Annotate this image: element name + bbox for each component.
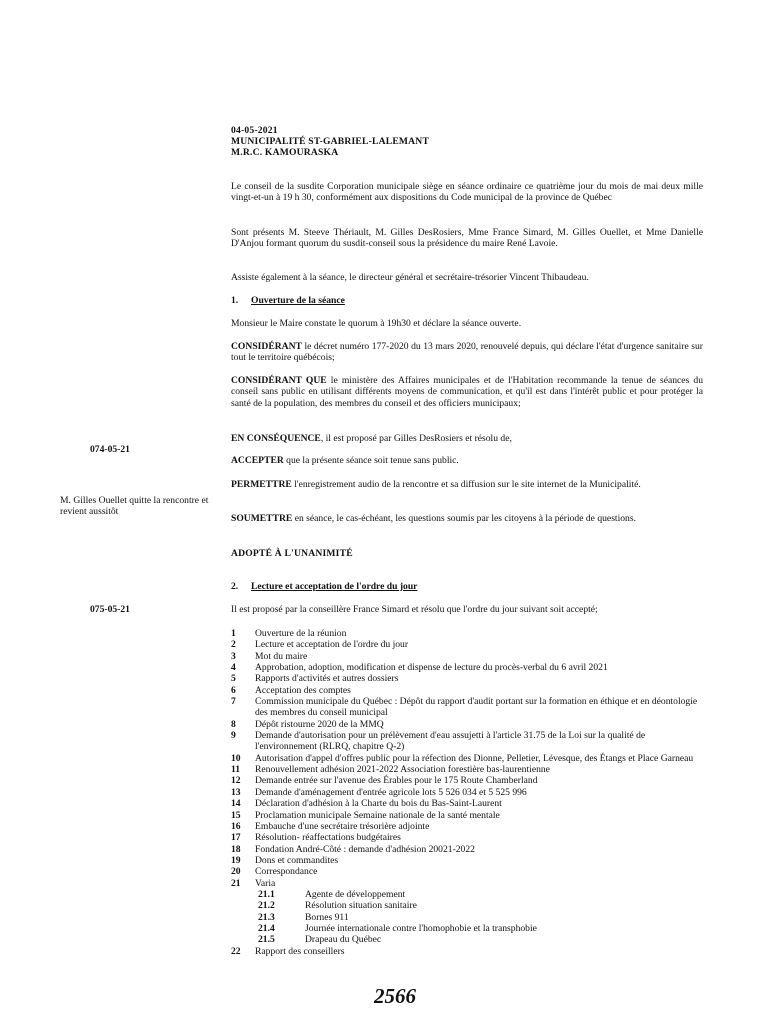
section-number: 1. — [231, 295, 239, 306]
agenda-item-text: Acceptation des comptes — [255, 684, 351, 696]
section-title: Ouverture de la séance — [251, 295, 345, 306]
agenda-item-text: Demande d'autorisation pour un prélèvement d'eau assujetti à l'article 31.75 de la Loi sur la qualité de l'environnement (RLRQ, chapitre Q-2) — [255, 730, 646, 753]
agenda-item — [231, 855, 706, 866]
agenda-item-number: 21.2 — [258, 900, 275, 912]
agenda-subitem — [231, 934, 706, 945]
permettre-label: PERMETTRE — [231, 479, 292, 490]
agenda-item-number: 15 — [231, 809, 241, 821]
agenda-item — [231, 753, 706, 764]
agenda-item-text: Commission municipale du Québec : Dépôt du rapport d'audit portant sur la formation en éthique et en déontologie des membres du conseil municipal — [255, 696, 698, 719]
agenda-item-number: 21.1 — [258, 888, 275, 900]
agenda-item — [231, 821, 706, 832]
meeting-date: 04-05-2021 — [231, 125, 278, 136]
agenda-item-text: Bornes 911 — [305, 911, 349, 923]
adopted-unanimously: ADOPTÉ À L'UNANIMITÉ — [231, 548, 353, 559]
agenda-item-text: Agente de développement — [305, 888, 406, 900]
agenda-item-text: Déclaration d'adhésion à la Charte du bois du Bas-Saint-Laurent — [255, 798, 502, 810]
soumettre-label: SOUMETTRE — [231, 513, 293, 524]
agenda-item-number: 9 — [231, 730, 236, 742]
permettre-paragraph — [231, 479, 703, 490]
section-number: 2. — [231, 581, 239, 592]
agenda-subitem — [231, 889, 706, 900]
considerant-label: CONSIDÉRANT — [231, 341, 302, 352]
consequence-label: EN CONSÉQUENCE — [231, 433, 321, 444]
agenda-item-text: Demande entrée sur l'avenue des Érables pour le 175 Route Chamberland — [255, 775, 538, 787]
agenda-item-number: 5 — [231, 673, 236, 685]
agenda-item — [231, 798, 706, 809]
agenda-item-text: Renouvellement adhésion 2021-2022 Association forestière bas-laurentienne — [255, 764, 550, 776]
considerant-text: le décret numéro 177-2020 du 13 mars 2020, renouvelé depuis, qui déclare l'état d'urgence sanitaire sur tout le territoire québécois; — [231, 341, 703, 364]
agenda-item-text: Lecture et acceptation de l'ordre du jour — [255, 639, 409, 651]
considerant-que-text: le ministère des Affaires municipales et de l'Habitation recommande la tenue de séances du conseil sans public en utilisant différents moyens de communication, et qu'il est dans l'intérêt public et pour protéger la santé de la population, des membres du conseil et des officiers municipaux; — [231, 375, 703, 409]
opening-paragraph: Monsieur le Maire constate le quorum à 19h30 et déclare la séance ouverte. — [231, 318, 522, 329]
agenda-item — [231, 764, 706, 775]
also-present-paragraph: Assiste également à la séance, le directeur général et secrétaire-trésorier Vincent Thibaudeau. — [231, 272, 589, 283]
agenda-item-text: Fondation André-Côté : demande d'adhésion 20021-2022 — [255, 843, 475, 855]
agenda-item — [231, 719, 706, 730]
agenda-item-number: 19 — [231, 854, 241, 866]
resolution-number-075: 075-05-21 — [90, 604, 130, 615]
agenda-item-text: Résolution- réaffectations budgétaires — [255, 832, 401, 844]
agenda-item-text: Dépôt ristourne 2020 de la MMQ — [255, 718, 384, 730]
agenda-subitem — [231, 923, 706, 934]
agenda-item — [231, 946, 706, 957]
agenda-item — [231, 810, 706, 821]
considerant-que-label: CONSIDÉRANT QUE — [231, 375, 327, 386]
intro-paragraph: Le conseil de la susdite Corporation municipale siège en séance ordinaire ce quatrième jour du mois de mai deux mille vingt-et-un à 19 h 30, conformément aux dispositions du Code municipal de la province de Québec — [231, 181, 703, 204]
agenda-item-text: Demande d'aménagement d'entrée agricole lots 5 526 034 et 5 525 996 — [255, 786, 527, 798]
agenda-item — [231, 878, 706, 889]
agenda-item — [231, 844, 706, 855]
accepter-paragraph — [231, 455, 703, 466]
agenda-item-number: 1 — [231, 628, 236, 639]
considerant-paragraph-2 — [231, 375, 703, 409]
agenda-item-text: Ouverture de la réunion — [255, 628, 347, 639]
permettre-text: l'enregistrement audio de la rencontre et sa diffusion sur le site internet de la Municipalité. — [291, 479, 641, 490]
document-header — [231, 125, 429, 159]
agenda-item-number: 3 — [231, 650, 236, 662]
agenda-item — [231, 832, 706, 843]
proposal-paragraph: Il est proposé par la conseillère France Simard et résolu que l'ordre du jour suivant soit accepté; — [231, 604, 598, 615]
consequence-paragraph — [231, 433, 703, 444]
agenda-item — [231, 775, 706, 786]
agenda-item — [231, 673, 706, 684]
attendance-paragraph: Sont présents M. Steeve Thériault, M. Gilles DesRosiers, Mme France Simard, M. Gilles Ouellet, et Mme Danielle D'Anjou formant quorum du susdit-conseil sous la présidence du maire René Lavoie. — [231, 227, 703, 250]
agenda-item-number: 4 — [231, 662, 236, 674]
municipality-name: MUNICIPALITÉ ST-GABRIEL-LALEMANT — [231, 136, 430, 148]
agenda-item-text: Approbation, adoption, modification et dispense de lecture du procès-verbal du 6 avril 2021 — [255, 662, 608, 674]
agenda-item — [231, 685, 706, 696]
resolution-number-074: 074-05-21 — [90, 444, 130, 455]
page-number: 2566 — [374, 984, 416, 1008]
agenda-item-number: 21.5 — [258, 934, 275, 946]
agenda-item-text: Rapports d'activités et autres dossiers — [255, 673, 399, 685]
agenda-item-number: 18 — [231, 843, 241, 855]
section-1-heading — [231, 295, 345, 306]
agenda-subitem — [231, 900, 706, 911]
agenda-subitem — [231, 912, 706, 923]
agenda-item-number: 7 — [231, 696, 236, 708]
agenda-item-number: 21 — [231, 877, 241, 889]
agenda-item — [231, 696, 706, 719]
agenda-item-number: 21.4 — [258, 922, 275, 934]
agenda-item-text: Varia — [255, 877, 276, 889]
agenda-item-text: Rapport des conseillers — [255, 945, 345, 957]
agenda-item — [231, 730, 706, 753]
agenda-item-number: 16 — [231, 820, 241, 832]
soumettre-text: en séance, le cas-échéant, les questions soumis par les citoyens à la période de questions. — [292, 513, 636, 524]
agenda-item-number: 20 — [231, 866, 241, 878]
agenda-item-number: 2 — [231, 639, 236, 651]
agenda-item — [231, 662, 706, 673]
mrc-name: M.R.C. KAMOURASKA — [231, 147, 339, 159]
agenda-item-text: Journée internationale contre l'homophobie et la transphobie — [305, 922, 537, 934]
agenda-item-number: 21.3 — [258, 911, 275, 923]
accepter-text: que la présente séance soit tenue sans public. — [283, 455, 459, 466]
agenda-item-text: Proclamation municipale Semaine nationale de la santé mentale — [255, 809, 500, 821]
agenda-item-number: 13 — [231, 786, 241, 798]
agenda-item-text: Correspondance — [255, 866, 318, 878]
considerant-paragraph-1 — [231, 341, 703, 364]
agenda-item-text: Résolution situation sanitaire — [305, 900, 417, 912]
agenda-item-text: Mot du maire — [255, 650, 308, 662]
consequence-text: , il est proposé par Gilles DesRosiers et résolu de, — [320, 433, 512, 444]
agenda-list — [231, 628, 706, 957]
agenda-item-number: 14 — [231, 798, 241, 810]
agenda-item-number: 8 — [231, 718, 236, 730]
agenda-item-text: Dons et commandites — [255, 854, 339, 866]
agenda-item-text: Drapeau du Québec — [305, 934, 382, 946]
agenda-item-text: Embauche d'une secrétaire trésorière adjointe — [255, 820, 430, 832]
agenda-item-number: 6 — [231, 684, 236, 696]
agenda-item-number: 11 — [231, 764, 241, 776]
agenda-item — [231, 866, 706, 877]
soumettre-paragraph — [231, 513, 703, 524]
agenda-item-number: 12 — [231, 775, 241, 787]
agenda-item — [231, 639, 706, 650]
section-title: Lecture et acceptation de l'ordre du jour — [251, 581, 418, 592]
agenda-item-number: 10 — [231, 752, 241, 764]
agenda-item — [231, 651, 706, 662]
margin-note: M. Gilles Ouellet quitte la rencontre et revient aussitôt — [60, 495, 209, 518]
agenda-item-number: 22 — [231, 945, 241, 957]
agenda-item-number: 17 — [231, 832, 241, 844]
agenda-item — [231, 628, 706, 639]
agenda-item-text: Autorisation d'appel d'offres public pour la réfection des Dionne, Pelletier, Lévesque, des Étangs et Place Garneau — [255, 752, 694, 764]
accepter-label: ACCEPTER — [231, 455, 284, 466]
section-2-heading — [231, 581, 417, 592]
agenda-item — [231, 787, 706, 798]
